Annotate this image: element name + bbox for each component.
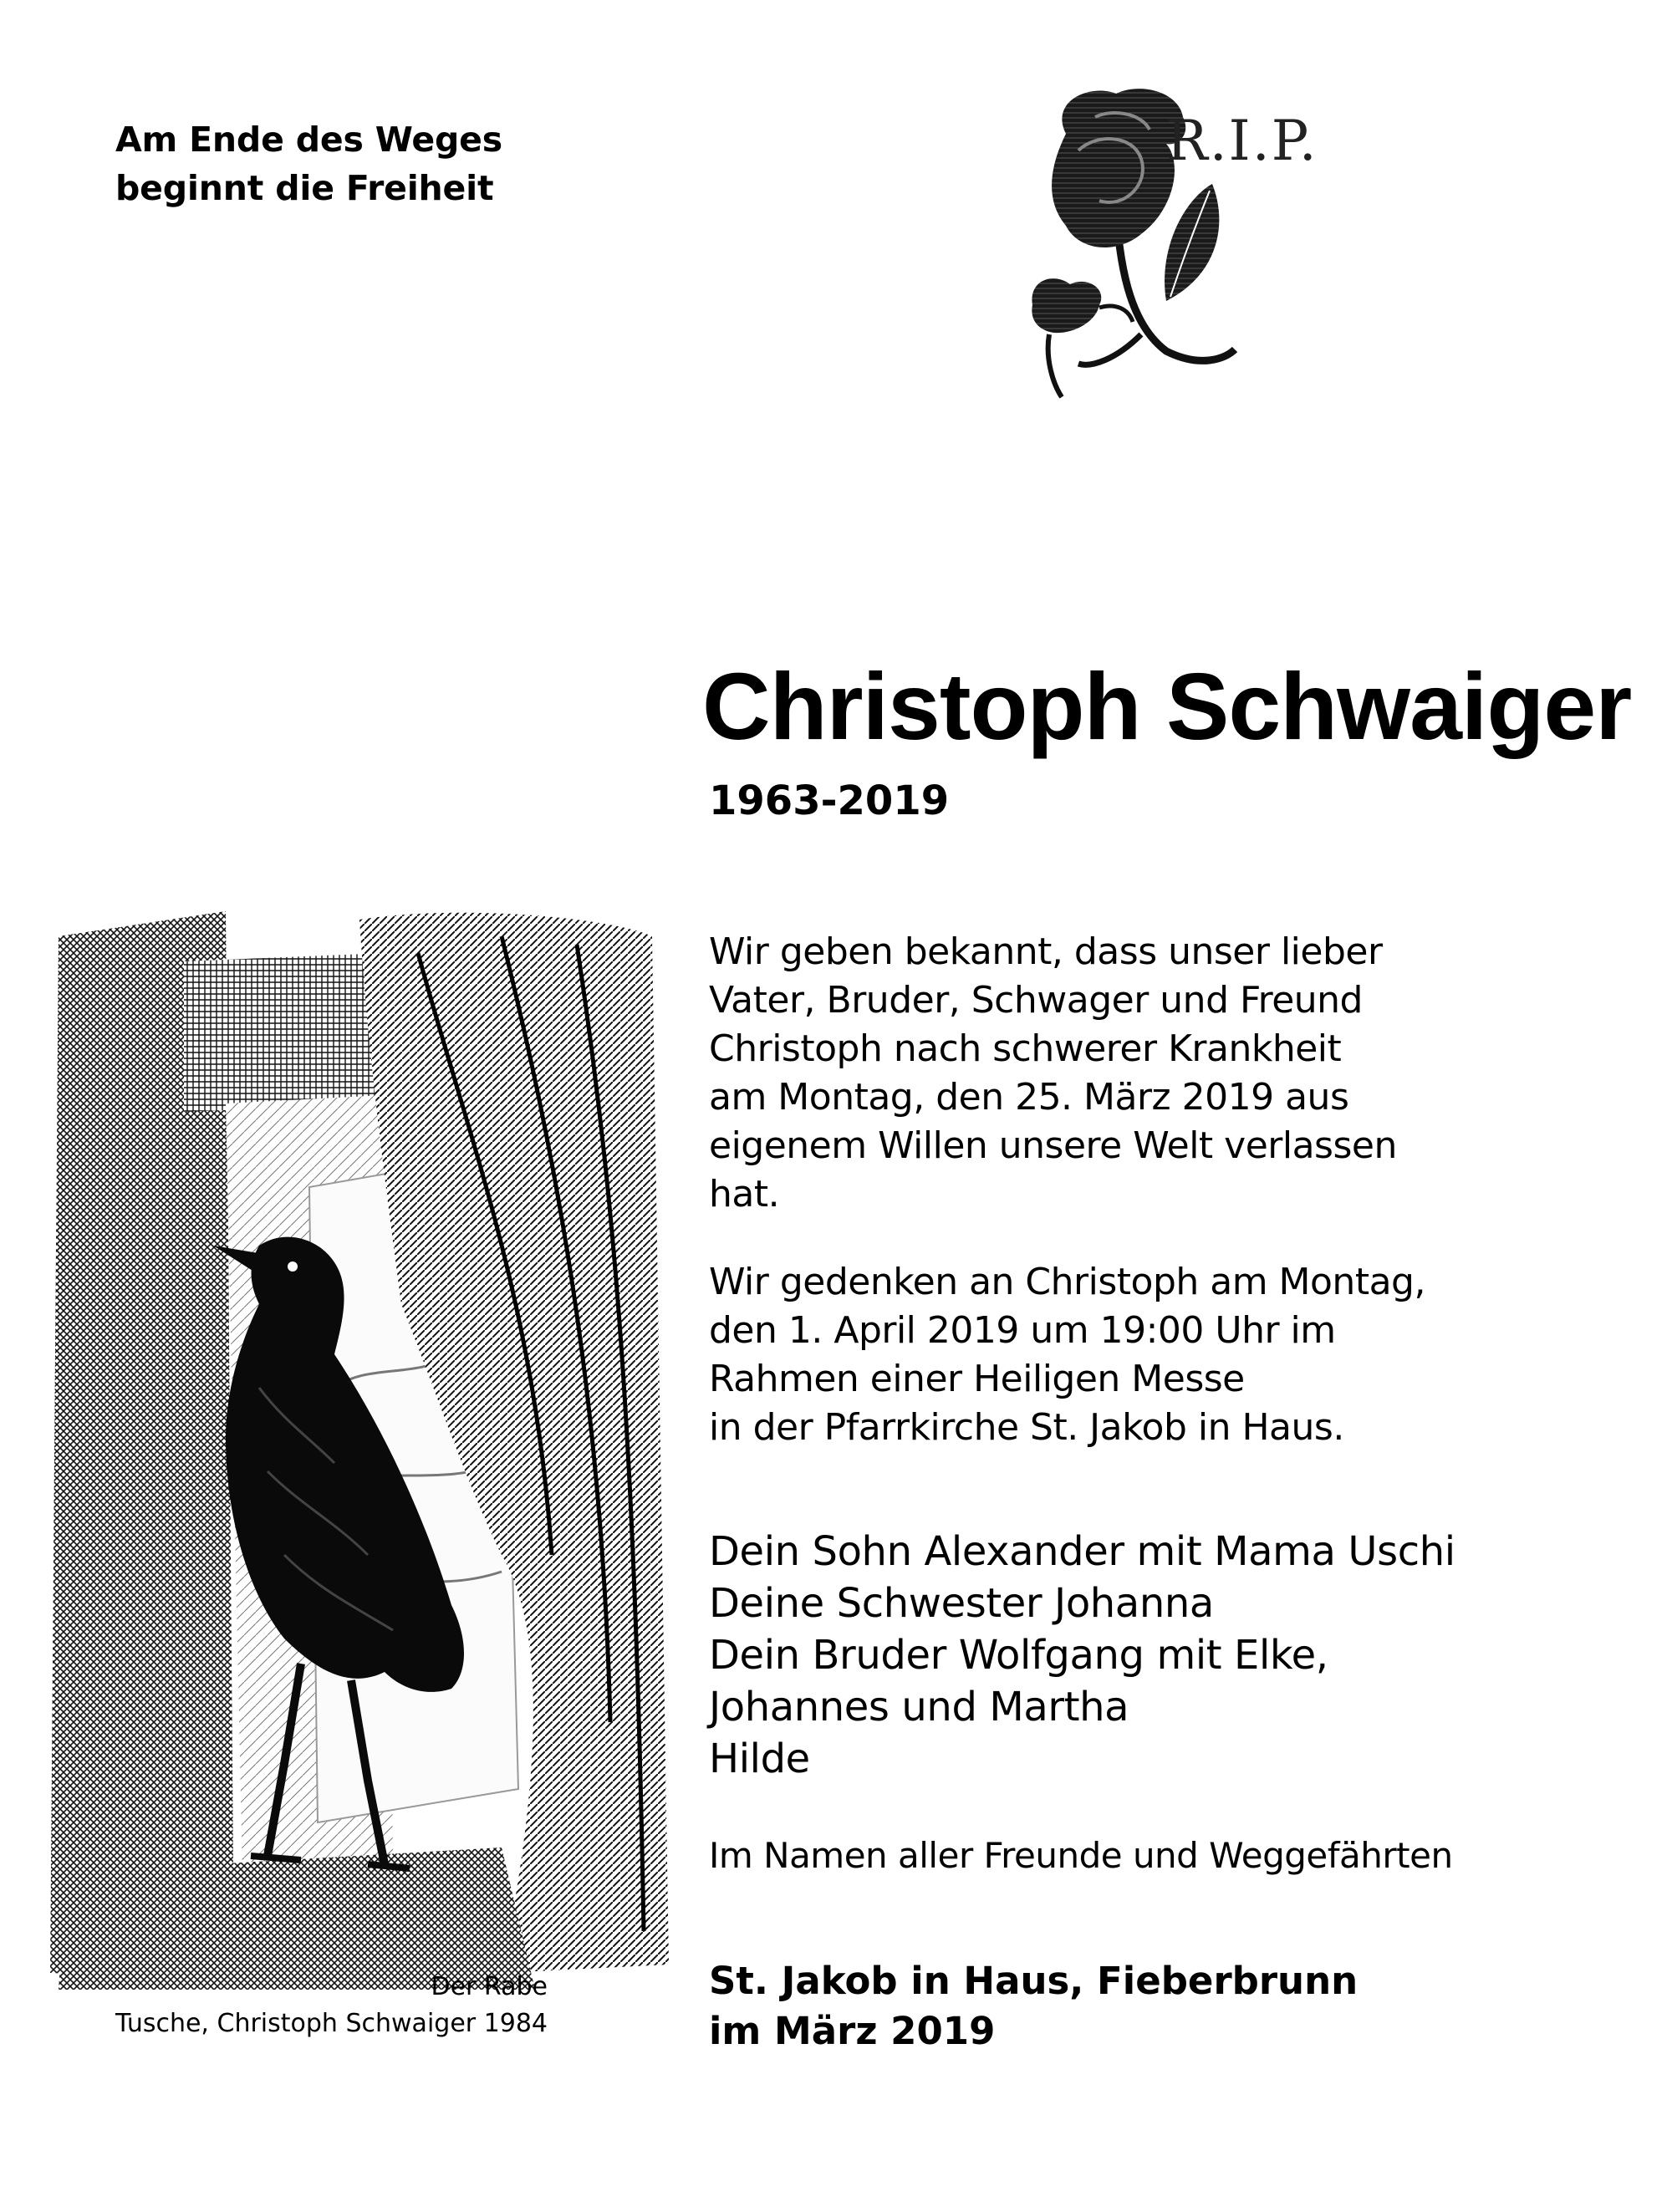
- announcement-line: Wir geben bekannt, dass unser lieber: [709, 930, 1383, 973]
- family-list: [709, 1526, 1455, 1785]
- raven-artwork: [33, 886, 677, 1998]
- announcement-line: Christoph nach schwerer Krankheit: [709, 1027, 1342, 1070]
- memorial-paragraph: [709, 1258, 1425, 1452]
- family-line: Johannes und Martha: [709, 1684, 1129, 1730]
- announcement-line: eigenem Willen unsere Welt verlassen: [709, 1124, 1397, 1167]
- announcement-line: Vater, Bruder, Schwager und Freund: [709, 979, 1363, 1022]
- family-line: Dein Bruder Wolfgang mit Elke,: [709, 1632, 1328, 1679]
- deceased-years: 1963-2019: [709, 777, 950, 824]
- family-line: Dein Sohn Alexander mit Mama Uschi: [709, 1528, 1455, 1575]
- artwork-caption: [115, 1969, 548, 2042]
- family-line: Deine Schwester Johanna: [709, 1580, 1214, 1627]
- place-date: [709, 1956, 1358, 2057]
- announcement-line: am Montag, den 25. März 2019 aus: [709, 1076, 1349, 1119]
- memorial-line: Wir gedenken an Christoph am Montag,: [709, 1261, 1425, 1303]
- rip-text: R.I.P.: [1166, 109, 1318, 173]
- announcement-paragraph: [709, 928, 1397, 1219]
- date-line: im März 2019: [709, 2009, 996, 2053]
- motto: [115, 115, 502, 212]
- artwork-credit: Tusche, Christoph Schwaiger 1984: [115, 2009, 548, 2038]
- memorial-line: den 1. April 2019 um 19:00 Uhr im: [709, 1309, 1336, 1352]
- announcement-line: hat.: [709, 1173, 780, 1216]
- deceased-name: Christoph Schwaiger: [702, 654, 1632, 759]
- motto-line-2: beginnt die Freiheit: [115, 168, 494, 208]
- memorial-line: Rahmen einer Heiligen Messe: [709, 1358, 1245, 1400]
- motto-line-1: Am Ende des Weges: [115, 120, 502, 160]
- friends-line: Im Namen aller Freunde und Weggefährten: [709, 1835, 1453, 1876]
- place-line: St. Jakob in Haus, Fieberbrunn: [709, 1959, 1358, 2003]
- family-line: Hilde: [709, 1735, 810, 1782]
- memorial-line: in der Pfarrkirche St. Jakob in Haus.: [709, 1406, 1344, 1449]
- artwork-title: Der Rabe: [431, 1972, 548, 2001]
